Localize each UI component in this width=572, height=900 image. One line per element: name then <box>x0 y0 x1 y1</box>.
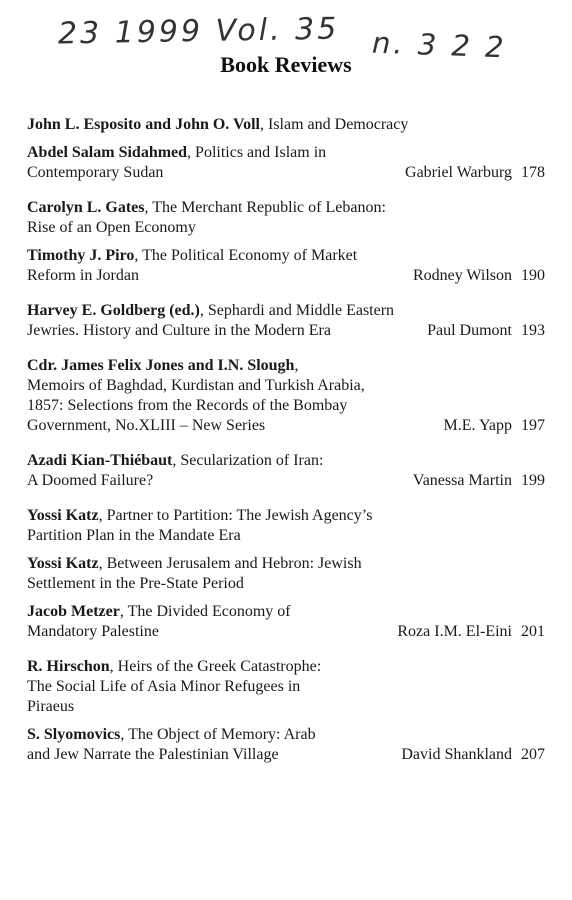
review-line-text <box>27 266 413 286</box>
book-author: Carolyn L. Gates <box>27 199 145 216</box>
reviewer-name: David Shankland <box>401 746 512 763</box>
page-number: 199 <box>521 472 545 489</box>
review-group <box>27 198 545 286</box>
review-line-text <box>27 745 401 765</box>
book-title-line: Mandatory Palestine <box>27 623 159 640</box>
author-separator: , <box>187 144 192 161</box>
review-line <box>27 396 545 416</box>
reviewer-name: Gabriel Warburg <box>405 164 512 181</box>
book-title-line: Contemporary Sudan <box>27 164 164 181</box>
review-line <box>27 471 545 491</box>
author-separator: , <box>144 199 149 216</box>
review-line-text <box>27 356 545 376</box>
review-line <box>27 198 545 218</box>
review-line <box>27 246 545 266</box>
book-title-line: Between Jerusalem and Hebron: Jewish <box>106 555 362 572</box>
author-separator: , <box>109 658 114 675</box>
book-author: Abdel Salam Sidahmed <box>27 144 188 161</box>
book-author: Yossi Katz <box>27 555 99 572</box>
review-line <box>27 677 545 697</box>
review-line-text <box>27 321 427 341</box>
review-entry <box>27 143 545 183</box>
review-line <box>27 554 545 574</box>
review-line-text <box>27 657 545 677</box>
review-line <box>27 376 545 396</box>
author-separator: , <box>134 247 139 264</box>
book-title-line: Politics and Islam in <box>195 144 327 161</box>
review-line <box>27 115 545 135</box>
review-group <box>27 356 545 436</box>
author-separator: , <box>120 726 125 743</box>
review-line <box>27 301 545 321</box>
review-line <box>27 725 545 745</box>
review-line-text <box>27 526 545 546</box>
review-line <box>27 574 545 594</box>
book-title-line: The Political Economy of Market <box>142 247 358 264</box>
book-reviews-list <box>27 115 545 780</box>
reviewer-name: M.E. Yapp <box>443 417 512 434</box>
book-title-line: and Jew Narrate the Palestinian Village <box>27 746 279 763</box>
reviewer-name: Roza I.M. El-Eini <box>397 623 512 640</box>
page-number: 193 <box>521 322 545 339</box>
review-entry <box>27 725 545 765</box>
book-title-line: Partition Plan in the Mandate Era <box>27 527 241 544</box>
book-title-line: Reform in Jordan <box>27 267 139 284</box>
book-author: Cdr. James Felix Jones and I.N. Slough <box>27 357 295 374</box>
book-author: Azadi Kian-Thiébaut <box>27 452 173 469</box>
review-entry <box>27 554 545 594</box>
review-line-text <box>27 574 545 594</box>
book-title-line: Heirs of the Greek Catastrophe: <box>117 658 322 675</box>
page-number: 201 <box>521 623 545 640</box>
review-line <box>27 526 545 546</box>
review-entry <box>27 301 545 341</box>
review-line <box>27 218 545 238</box>
review-line <box>27 602 545 622</box>
review-line-text <box>27 602 545 622</box>
review-line <box>27 622 545 642</box>
author-separator: , <box>199 302 204 319</box>
book-title-line: Partner to Partition: The Jewish Agency’s <box>106 507 373 524</box>
book-author: S. Slyomovics <box>27 726 121 743</box>
review-line <box>27 416 545 436</box>
author-separator: , <box>98 555 103 572</box>
review-line <box>27 143 545 163</box>
book-author: Jacob Metzer <box>27 603 120 620</box>
review-entry <box>27 115 545 135</box>
review-group <box>27 301 545 341</box>
review-line-text <box>27 115 545 135</box>
book-title-line: Settlement in the Pre-State Period <box>27 575 244 592</box>
author-separator: , <box>98 507 103 524</box>
book-title-line: The Merchant Republic of Lebanon: <box>152 199 386 216</box>
book-title-line: Sephardi and Middle Eastern <box>207 302 395 319</box>
review-line <box>27 321 545 341</box>
book-author: Timothy J. Piro <box>27 247 135 264</box>
book-author: R. Hirschon <box>27 658 110 675</box>
review-group <box>27 657 545 765</box>
book-title-line: Jewries. History and Culture in the Modern Era <box>27 322 331 339</box>
book-title-line: Government, No.XLIII – New Series <box>27 417 266 434</box>
book-author: Harvey E. Goldberg (ed.) <box>27 302 200 319</box>
page-number: 197 <box>521 417 545 434</box>
book-title-line: The Social Life of Asia Minor Refugees in <box>27 678 301 695</box>
review-group <box>27 451 545 491</box>
review-line-text <box>27 396 545 416</box>
review-line-text <box>27 697 545 717</box>
review-line-text <box>27 198 545 218</box>
review-line-text <box>27 451 545 471</box>
book-title-line: Secularization of Iran: <box>180 452 324 469</box>
review-line-text <box>27 554 545 574</box>
review-line-text <box>27 471 413 491</box>
review-line-text <box>27 416 444 436</box>
book-author: John L. Esposito and John O. Voll <box>27 116 260 133</box>
book-title-line: Islam and Democracy <box>268 116 409 133</box>
book-title-line: The Divided Economy of <box>127 603 291 620</box>
page-title: Book Reviews <box>220 52 352 77</box>
review-line <box>27 745 545 765</box>
review-group <box>27 115 545 183</box>
review-entry <box>27 657 545 717</box>
review-line-text <box>27 677 545 697</box>
book-title-line: Memoirs of Baghdad, Kurdistan and Turkish Arabia, <box>27 377 365 394</box>
book-title-line: Rise of an Open Economy <box>27 219 196 236</box>
review-line-text <box>27 143 545 163</box>
author-separator: , <box>172 452 177 469</box>
review-line <box>27 266 545 286</box>
review-line <box>27 657 545 677</box>
book-title-line: The Object of Memory: Arab <box>128 726 316 743</box>
review-entry <box>27 451 545 491</box>
review-entry <box>27 602 545 642</box>
page-number: 178 <box>521 164 545 181</box>
author-separator: , <box>260 116 264 133</box>
review-line <box>27 451 545 471</box>
review-line <box>27 506 545 526</box>
reviewer-name: Vanessa Martin <box>412 472 512 489</box>
review-entry <box>27 246 545 286</box>
review-line <box>27 356 545 376</box>
review-line <box>27 697 545 717</box>
book-title-line: Piraeus <box>27 698 75 715</box>
review-entry <box>27 198 545 238</box>
review-group <box>27 506 545 642</box>
book-author: Yossi Katz <box>27 507 99 524</box>
page-number: 190 <box>521 267 545 284</box>
review-line-text <box>27 218 545 238</box>
review-line-text <box>27 506 545 526</box>
review-line-text <box>27 163 405 183</box>
page-number: 207 <box>521 746 545 763</box>
review-line-text <box>27 376 545 396</box>
author-separator: , <box>294 357 299 374</box>
handwritten-note-number: n. 3 2 2 <box>371 25 508 65</box>
review-entry <box>27 506 545 546</box>
book-title-line: 1857: Selections from the Records of the Bombay <box>27 397 348 414</box>
review-line-text <box>27 301 545 321</box>
review-entry <box>27 356 545 436</box>
review-line-text <box>27 246 545 266</box>
handwritten-note-volume: 23 1999 Vol. 35 <box>57 11 340 52</box>
review-line-text <box>27 725 545 745</box>
reviewer-name: Paul Dumont <box>427 322 512 339</box>
reviewer-name: Rodney Wilson <box>412 267 512 284</box>
review-line <box>27 163 545 183</box>
book-title-line: A Doomed Failure? <box>27 472 154 489</box>
review-line-text <box>27 622 397 642</box>
author-separator: , <box>119 603 124 620</box>
